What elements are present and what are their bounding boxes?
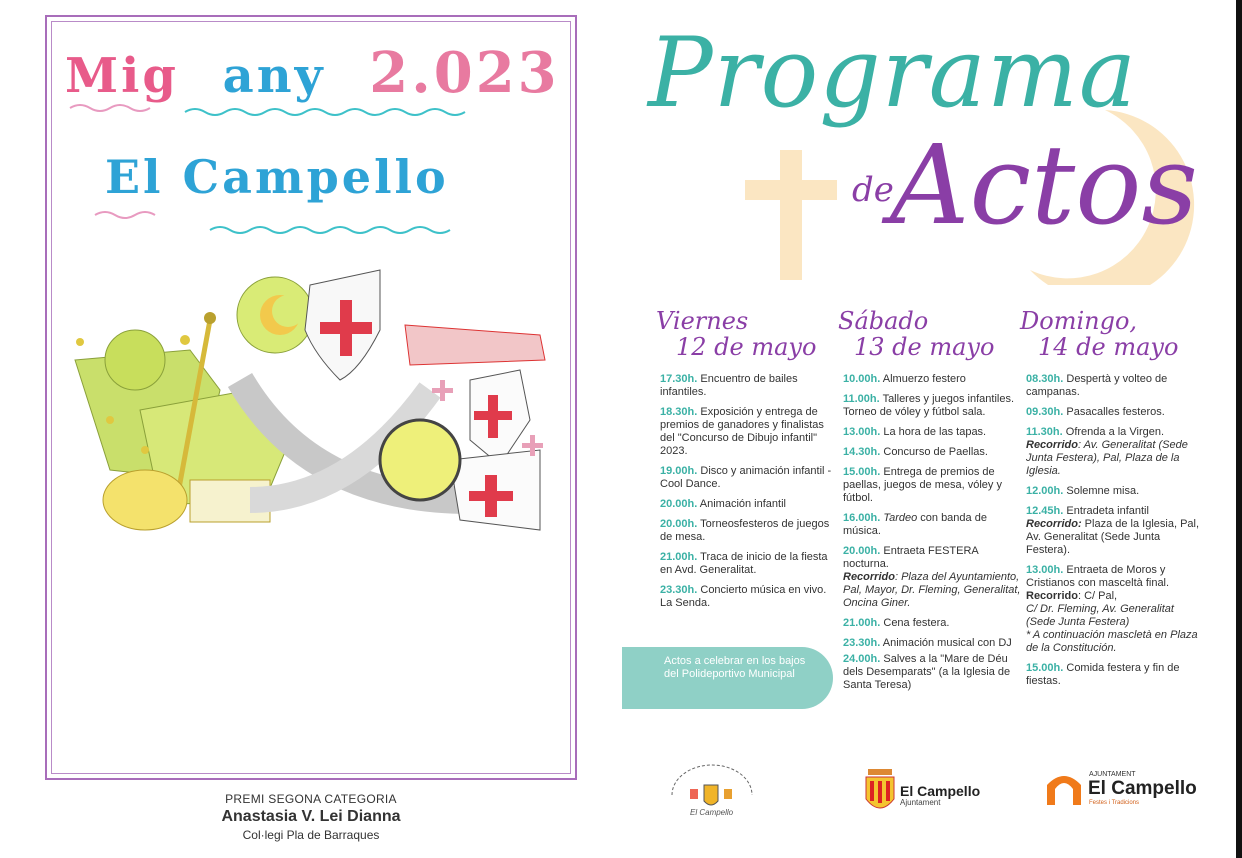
festes-logo-name: El Campello xyxy=(1088,778,1197,799)
event-item: 13.00h. Entraeta de Moros y Cristianos con masceltà final. Recorrido: C/ Pal, C/ Dr. Fleming, Av. Generalitat (Sede Junta Festera) * A continuación mascletà en Plaza de la Constitución. xyxy=(1026,564,1198,654)
event-item: 13.00h. La hora de las tapas. xyxy=(843,426,987,438)
event-item: 10.00h. Almuerzo festero xyxy=(843,373,966,385)
event-item: 15.00h. Comida festera y fin de fiestas. xyxy=(1026,662,1180,687)
event-item: 21.00h. Traca de inicio de la fiesta en Avd. Generalitat. xyxy=(660,551,828,576)
drawing-illustration xyxy=(50,60,570,560)
event-item: 17.30h. Encuentro de bailes infantiles. xyxy=(660,373,798,398)
festes-logo-sub: Festes i Tradicions xyxy=(1089,800,1140,806)
festes-logo-top: AJUNTAMENT xyxy=(1089,771,1136,778)
event-item: 11.30h. Ofrenda a la Virgen. Recorrido: Av. Generalitat (Sede Junta Festera), Pal, Plaza de la Iglesia. xyxy=(1026,426,1188,477)
schedule-viernes xyxy=(660,373,838,617)
heading-programa: Programa xyxy=(648,17,1138,129)
credit-name: Anastasia V. Lei Dianna xyxy=(221,808,401,825)
schedule-domingo xyxy=(1026,373,1204,695)
credit-school: Col·legi Pla de Barraques xyxy=(242,828,380,842)
junta-festera-logo-text: El Campello xyxy=(690,808,734,817)
day-heading-viernes: Viernes 12 de mayo xyxy=(656,307,817,361)
event-item: 23.30h. Animación musical con DJ xyxy=(843,637,1012,649)
event-item: 24.00h. Salves a la "Mare de Déu dels Desemparats" (a la Iglesia de Santa Teresa) xyxy=(843,653,1011,691)
heading-actos: Actos xyxy=(890,121,1198,249)
event-item: 12.45h. Entradeta infantil Recorrido: Plaza de la Iglesia, Pal, Av. Generalitat (Sede Junta Festera). xyxy=(1026,505,1200,556)
day-heading-domingo: Domingo, 14 de mayo xyxy=(1020,307,1179,361)
drawing-title-line2: El Campello xyxy=(105,150,449,204)
credit-category: PREMI SEGONA CATEGORIA xyxy=(225,792,397,806)
event-item: 18.30h. Exposición y entrega de premios de ganadores y finalistas del "Concurso de Dibujo infantil" 2023. xyxy=(660,406,824,457)
event-item: 20.00h. Torneosfesteros de juegos de mesa. xyxy=(660,518,830,543)
event-item: 14.30h. Concurso de Paellas. xyxy=(843,446,988,458)
festes-arch-icon xyxy=(1043,769,1085,807)
event-item: 11.00h. Talleres y juegos infantiles. Torneo de vóley y fútbol sala. xyxy=(843,393,1015,418)
ajuntament-logo-sub: Ajuntament xyxy=(900,798,941,807)
event-item: 08.30h. Despertà y volteo de campanas. xyxy=(1026,373,1168,398)
event-item: 21.00h. Cena festera. xyxy=(843,617,950,629)
drawing-title-line1: Mig any 2.023 xyxy=(65,40,560,106)
event-item: 15.00h. Entrega de premios de paellas, juegos de mesa, vóley y fútbol. xyxy=(843,466,1002,504)
event-item: 23.30h. Concierto música en vivo. La Senda. xyxy=(660,584,827,609)
event-item: 12.00h. Solemne misa. xyxy=(1026,485,1140,497)
schedule-sabado xyxy=(843,373,1021,699)
venue-note: Actos a celebrar en los bajos del Polideportivo Municipal xyxy=(664,655,806,680)
ajuntament-logo-name: El Campello xyxy=(900,783,981,799)
ajuntament-shield-icon xyxy=(864,765,896,817)
day-heading-sabado: Sábado 13 de mayo xyxy=(838,307,995,361)
heading-de: de xyxy=(852,170,894,210)
event-item: 20.00h. Entraeta FESTERA nocturna. Recorrido: Plaza del Ayuntamiento, Pal, Mayor, Dr. Fleming, Generalitat, Oncina Giner. xyxy=(843,545,1021,609)
event-item: 09.30h. Pasacalles festeros. xyxy=(1026,406,1165,418)
event-item: 20.00h. Animación infantil xyxy=(660,498,786,510)
event-item: 16.00h. Tardeo con banda de música. xyxy=(843,512,987,537)
event-item: 19.00h. Disco y animación infantil - Cool Dance. xyxy=(660,465,832,490)
page-edge xyxy=(1236,0,1242,858)
